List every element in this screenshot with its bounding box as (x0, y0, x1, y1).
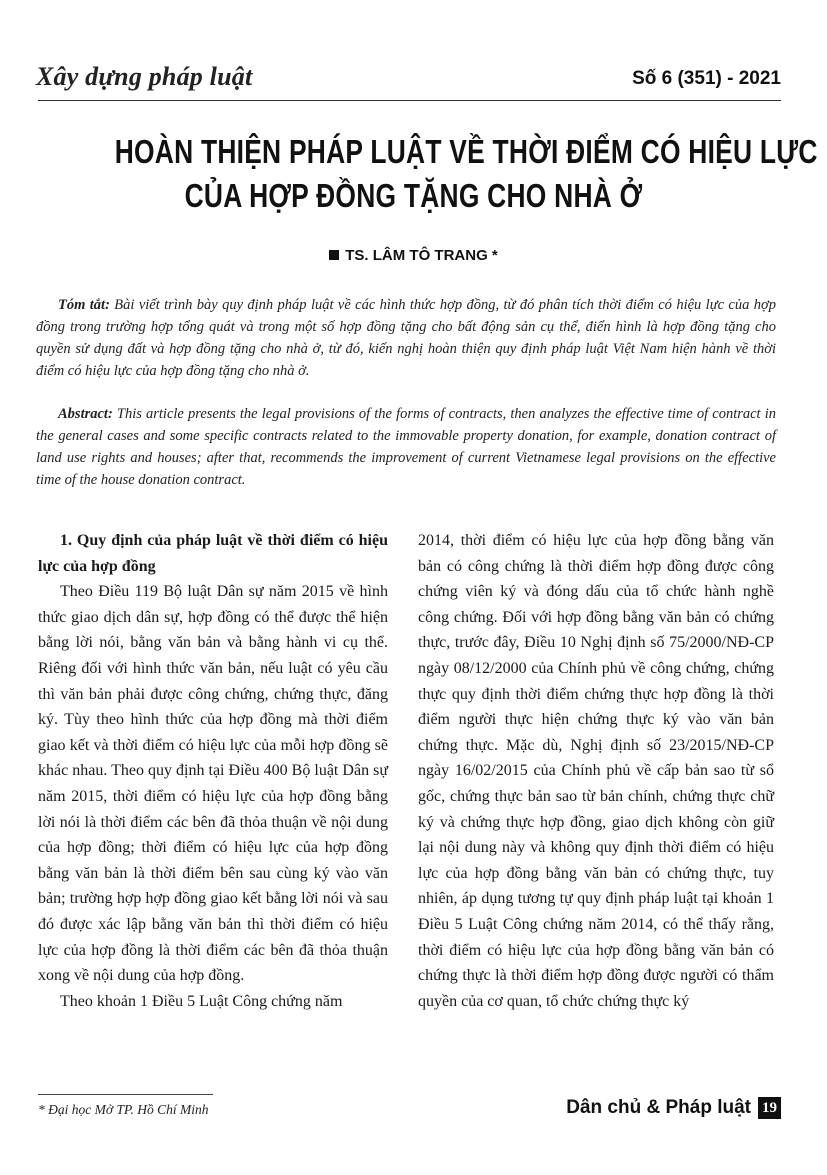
footnote-divider (38, 1094, 213, 1095)
journal-name: Xây dựng pháp luật (36, 62, 253, 91)
page-footer (566, 1097, 781, 1119)
body-paragraph: Theo khoản 1 Điều 5 Luật Công chứng năm (60, 992, 343, 1010)
body-column-left (38, 528, 388, 1014)
section-heading: 1. Quy định của pháp luật về thời điểm có hiệu lực của hợp đồng (38, 532, 388, 575)
abstract-en-label: Abstract: (58, 406, 113, 422)
abstract-english (36, 403, 776, 491)
body-paragraph: Theo Điều 119 Bộ luật Dân sự năm 2015 về hình thức giao dịch dân sự, hợp đồng có thể được thể hiện bằng lời nói, bằng văn bản và bằng hành vi cụ thể. Riêng đối với hình thức văn bản, nếu luật có yêu cầu thì văn bản phải được công chứng, chứng thực, đăng ký. Tùy theo hình thức của hợp đồng mà thời điểm giao kết và thời điểm có hiệu lực của mỗi hợp đồng sẽ khác nhau. Theo quy định tại Điều 400 Bộ luật Dân sự năm 2015, thời điểm có hiệu lực của hợp đồng bằng lời nói là thời điểm các bên đã thỏa thuận về nội dung của hợp đồng; thời điểm có hiệu lực của hợp đồng bằng văn bản là thời điểm bên sau cùng ký vào văn bản; trường hợp hợp đồng giao kết bằng lời nói và sau đó được xác lập bằng văn bản thì thời điểm có hiệu lực của hợp đồng là thời điểm các bên đã thỏa thuận xong về nội dung của hợp đồng. (38, 583, 388, 985)
article-title-line-2: CỦA HỢP ĐỒNG TẶNG CHO NHÀ Ở (184, 177, 643, 214)
article-title-line-1: HOÀN THIỆN PHÁP LUẬT VỀ THỜI ĐIỂM CÓ HIỆU LỰC (114, 133, 818, 170)
abstract-vn-text: Bài viết trình bày quy định pháp luật về các hình thức hợp đồng, từ đó phân tích thời điểm có hiệu lực của hợp đồng trong trường hợp tổng quát và trong một số hợp đồng tặng cho bất động sản cụ thể, điển hình là hợp đồng tặng cho quyền sử dụng đất và hợp đồng tặng cho nhà ở, từ đó, kiến nghị hoàn thiện quy định pháp luật Việt Nam hiện hành về thời điểm có hiệu lực của hợp đồng tặng cho nhà ở. (36, 297, 776, 379)
abstract-vietnamese (36, 294, 776, 382)
article-title (114, 130, 818, 218)
magazine-name: Dân chủ & Pháp luật (566, 1097, 751, 1118)
body-column-right (418, 528, 774, 1014)
abstract-en-text: This article presents the legal provisions of the forms of contracts, then analyzes the effective time of contract in the general cases and some specific contracts related to the immovable property donation, for example, donation contract of land use rights and houses; after that, recommends the improvement of current Vietnamese legal provisions on the effective time of the house donation contract. (36, 406, 776, 488)
issue-number: Số 6 (351) - 2021 (632, 68, 781, 89)
body-paragraph: 2014, thời điểm có hiệu lực của hợp đồng bằng văn bản có công chứng là thời điểm hợp đồng được công chứng viên ký và đóng dấu của tổ chức hành nghề công chứng. Đối với hợp đồng bằng văn bản có chứng thực, trước đây, Điều 10 Nghị định số 75/2000/NĐ-CP ngày 08/12/2000 của Chính phủ về công chứng, chứng thực quy định thời điểm chứng thực hợp đồng là thời điểm người thực hiện chứng thực ký vào văn bản chứng thực. Mặc dù, Nghị định số 23/2015/NĐ-CP ngày 16/02/2015 của Chính phủ về cấp bản sao từ sổ gốc, chứng thực bản sao từ bản chính, chứng thực chữ ký và chứng thực hợp đồng, giao dịch không còn giữ lại nội dung này và không quy định thời điểm có hiệu lực của hợp đồng bằng văn bản có chứng thực, tuy nhiên, áp dụng tương tự quy định pháp luật tại khoản 1 Điều 5 Luật Công chứng năm 2014, có thể thấy rằng, thời điểm có hiệu lực của hợp đồng bằng văn bản có chứng thực là thời điểm hợp đồng được người có thẩm quyền của cơ quan, tổ chức chứng thực ký (418, 532, 774, 1010)
author-affiliation-footnote: * Đại học Mở TP. Hồ Chí Minh (38, 1102, 209, 1117)
author-name: TS. LÂM TÔ TRANG * (345, 247, 498, 264)
header-divider (38, 100, 781, 101)
page-number: 19 (758, 1097, 781, 1119)
abstract-vn-label: Tóm tắt: (58, 297, 110, 313)
square-bullet-icon (329, 250, 339, 260)
author-byline (0, 247, 827, 264)
